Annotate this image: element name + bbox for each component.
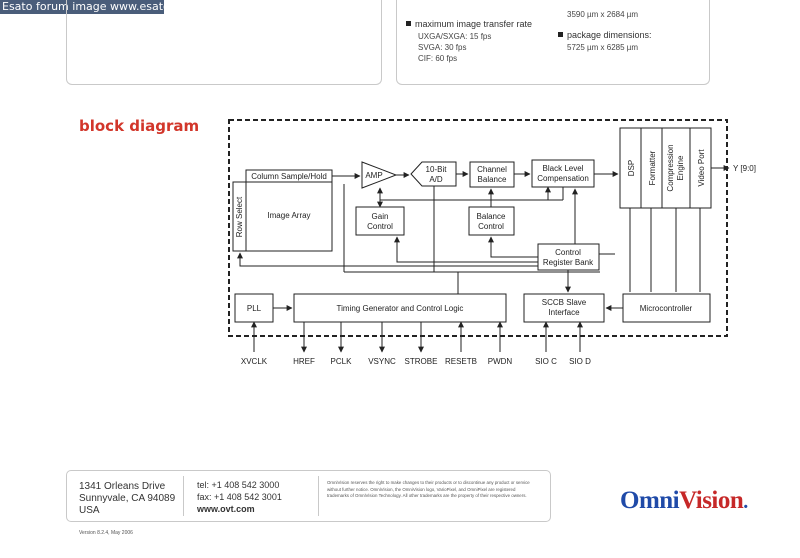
label-row-select: Row Select	[235, 196, 244, 238]
array-size-value: 3590 µm x 2684 µm	[567, 10, 639, 19]
logo-omni: Omni	[620, 487, 680, 514]
footer-address-1: 1341 Orleans Drive	[79, 481, 166, 492]
footer-address-2: Sunnyvale, CA 94089	[79, 493, 176, 504]
pin-pclk: PCLK	[330, 357, 352, 366]
label-dsp: DSP	[627, 159, 636, 177]
pin-pwdn: PWDN	[487, 357, 513, 366]
pin-sioc: SIO C	[535, 357, 557, 366]
logo-vision: Vision	[679, 487, 744, 514]
forum-watermark-banner: Esato forum image www.esato.com	[2, 0, 197, 13]
label-blc-2: Compensation	[537, 174, 589, 183]
pin-siod: SIO D	[569, 357, 591, 366]
label-channel-1: Channel	[477, 165, 507, 174]
label-gain-1: Gain	[371, 212, 389, 221]
footer-legal-notice: OmniVision reserves the right to make changes to their products or to discontinue any product or service without further notice. OmniVision, the OmniVision logo, VarioPixel, and OmniPixel are registered trademarks of OmniVision Technology. All other trademarks are the property of their respective owners.	[327, 480, 530, 498]
label-bal-2: Control	[478, 222, 504, 231]
label-comp-1: Compression	[666, 144, 675, 192]
pin-xvclk: XVCLK	[240, 357, 268, 366]
label-reg-1: Control	[555, 248, 581, 257]
transfer-rate-uxga: UXGA/SXGA: 15 fps	[418, 32, 492, 41]
wire-reg-to-array	[240, 253, 538, 266]
footer-divider-2	[318, 476, 319, 516]
logo-dot: .	[743, 491, 748, 513]
label-comp-2: Engine	[676, 155, 685, 181]
label-image-array: Image Array	[267, 211, 311, 220]
footer-divider-1	[183, 476, 184, 516]
package-value: 5725 µm x 6285 µm	[567, 43, 639, 52]
label-timing: Timing Generator and Control Logic	[336, 304, 464, 313]
label-pll: PLL	[246, 304, 262, 313]
label-amp: AMP	[365, 171, 383, 180]
pin-strobe: STROBE	[404, 357, 438, 366]
label-gain-2: Control	[367, 222, 393, 231]
transfer-rate-title: maximum image transfer rate	[415, 19, 533, 29]
transfer-rate-svga: SVGA: 30 fps	[418, 43, 467, 52]
wire-blc-to-balance	[380, 200, 563, 207]
omnivision-logo	[620, 487, 748, 515]
label-output-bus: Y [9:0]	[733, 164, 756, 173]
wire-reg-to-balance	[491, 237, 538, 257]
label-video-port: Video Port	[697, 149, 706, 187]
label-adc-2: A/D	[429, 175, 443, 184]
version-label: Version 8.2.4, May 2006	[79, 530, 133, 536]
footer-website-link[interactable]: www.ovt.com	[197, 504, 255, 514]
label-column-sample: Column Sample/Hold	[251, 172, 327, 181]
footer-address-3: USA	[79, 505, 100, 516]
label-micro: Microcontroller	[639, 304, 693, 313]
transfer-rate-cif: CIF: 60 fps	[418, 54, 458, 63]
label-sccb-2: Interface	[548, 308, 580, 317]
label-formatter: Formatter	[648, 150, 657, 186]
footer-fax: fax: +1 408 542 3001	[197, 492, 282, 502]
label-channel-2: Balance	[477, 175, 507, 184]
package-title: package dimensions:	[567, 30, 652, 40]
label-sccb-1: SCCB Slave	[541, 298, 587, 307]
section-title: block diagram	[79, 117, 200, 135]
label-reg-2: Register Bank	[542, 258, 594, 267]
wire-reg-to-gain	[397, 237, 538, 262]
pin-resetb: RESETB	[444, 357, 478, 366]
label-bal-1: Balance	[476, 212, 506, 221]
footer-tel: tel: +1 408 542 3000	[197, 480, 280, 490]
pin-href: HREF	[293, 357, 315, 366]
label-blc-1: Black Level	[542, 164, 584, 173]
pin-vsync: VSYNC	[368, 357, 396, 366]
label-adc-1: 10-Bit	[425, 165, 447, 174]
